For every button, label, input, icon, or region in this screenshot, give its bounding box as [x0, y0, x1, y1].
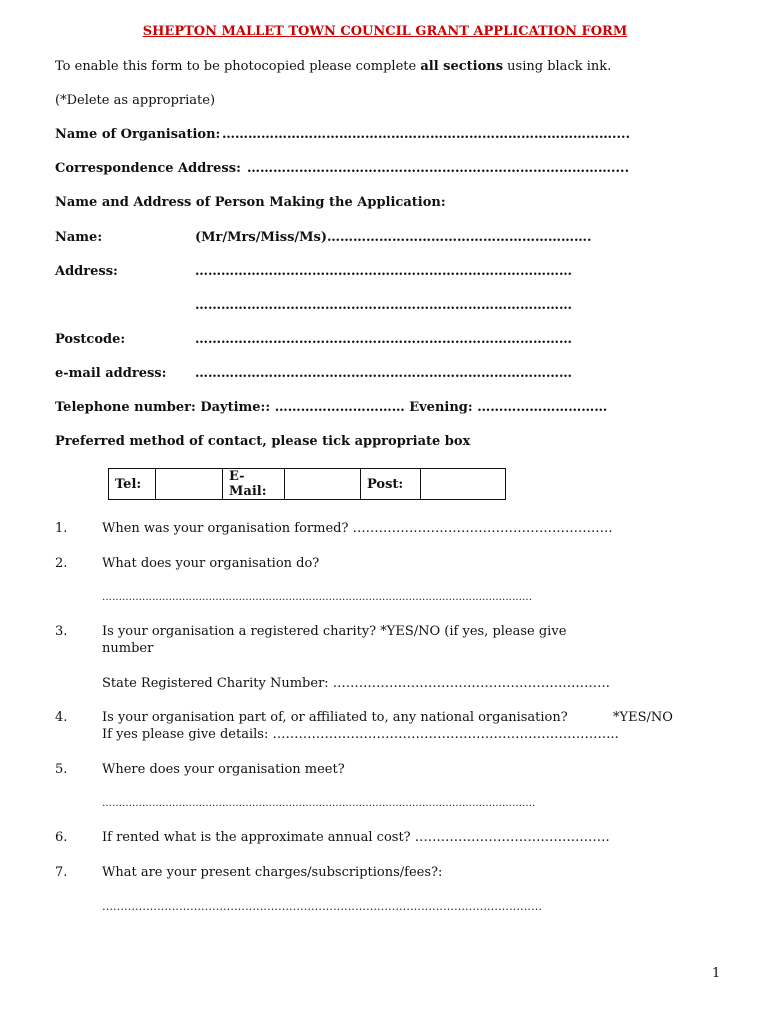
email-contact-label: E-Mail:: [223, 469, 285, 500]
post-checkbox[interactable]: [421, 469, 506, 500]
applicant-address-field-1[interactable]: ……………………………………………………………………………: [195, 264, 572, 279]
tel-label: Tel:: [109, 469, 156, 500]
question-2-number: 2.: [55, 556, 68, 571]
question-3-text: Is your organisation a registered charity? *YES/NO (if yes, please give: [102, 624, 567, 639]
name-row: [195, 229, 592, 246]
question-4-number: 4.: [55, 710, 68, 725]
name-field[interactable]: …………………………………………………….: [327, 230, 592, 245]
applicant-address-field-2[interactable]: ……………………………………………………………………………: [195, 298, 572, 313]
form-title: SHEPTON MALLET TOWN COUNCIL GRANT APPLICATION FORM: [142, 24, 628, 39]
question-6-text[interactable]: If rented what is the approximate annual cost? ………………………………………: [102, 830, 610, 845]
question-2-answer-line[interactable]: …………………………………………………………………………………………………………………: [102, 592, 532, 603]
question-7-answer-line[interactable]: …………………………………………………………………………………………………………: [102, 900, 542, 913]
postcode-field[interactable]: ……………………………………………………………………………: [195, 332, 572, 347]
question-1-number: 1.: [55, 521, 68, 536]
question-5-number: 5.: [55, 762, 68, 777]
question-1-text[interactable]: When was your organisation formed? ……………………………………………………: [102, 521, 613, 536]
page-number: 1: [712, 966, 721, 981]
question-5-text: Where does your organisation meet?: [102, 762, 345, 777]
question-4-details-field[interactable]: If yes please give details: ……………………………………………………………………..: [102, 727, 619, 742]
evening-field[interactable]: …………………………: [477, 400, 608, 415]
telephone-row: [55, 399, 607, 416]
tel-checkbox[interactable]: [156, 469, 223, 500]
daytime-label: Daytime::: [200, 400, 271, 415]
contact-method-table: [108, 468, 506, 500]
question-4-text: Is your organisation part of, or affiliated to, any national organisation?: [102, 710, 568, 725]
question-4-yes-no[interactable]: *YES/NO: [613, 710, 673, 725]
applicant-heading: Name and Address of Person Making the Application:: [55, 195, 446, 210]
question-2-text: What does your organisation do?: [102, 556, 320, 571]
telephone-label: Telephone number:: [55, 400, 196, 415]
evening-label: Evening:: [409, 400, 473, 415]
applicant-address-label: Address:: [55, 264, 118, 279]
intro-emphasis: all sections: [420, 59, 504, 74]
question-3-text-cont: number: [102, 641, 154, 656]
email-field[interactable]: ……………………………………………………………………………: [195, 366, 572, 381]
question-7-text: What are your present charges/subscriptions/fees?:: [102, 865, 443, 880]
delete-note: (*Delete as appropriate): [55, 93, 216, 108]
postcode-label: Postcode:: [55, 332, 126, 347]
name-label: Name:: [55, 230, 103, 245]
charity-number-field[interactable]: State Registered Charity Number: ……………………………………………………….: [102, 676, 610, 691]
question-6-number: 6.: [55, 830, 68, 845]
email-label: e-mail address:: [55, 366, 167, 381]
intro-text: To enable this form to be photocopied please complete all sections using black ink.: [55, 59, 612, 74]
question-3-number: 3.: [55, 624, 68, 639]
contact-heading: Preferred method of contact, please tick appropriate box: [55, 434, 471, 449]
question-7-number: 7.: [55, 865, 68, 880]
correspondence-address-field[interactable]: …………………………………………………………………………....: [247, 161, 630, 176]
organisation-label: Name of Organisation:: [55, 127, 221, 142]
post-label: Post:: [361, 469, 421, 500]
email-checkbox[interactable]: [285, 469, 361, 500]
organisation-field[interactable]: ………………………………………………………………………………....: [222, 127, 631, 142]
daytime-field[interactable]: …………………………: [274, 400, 405, 415]
correspondence-address-label: Correspondence Address:: [55, 161, 241, 176]
question-5-answer-line[interactable]: ………………………………………………………………………………………………………………….: [102, 798, 536, 809]
title-prefix: (Mr/Mrs/Miss/Ms): [195, 230, 328, 245]
